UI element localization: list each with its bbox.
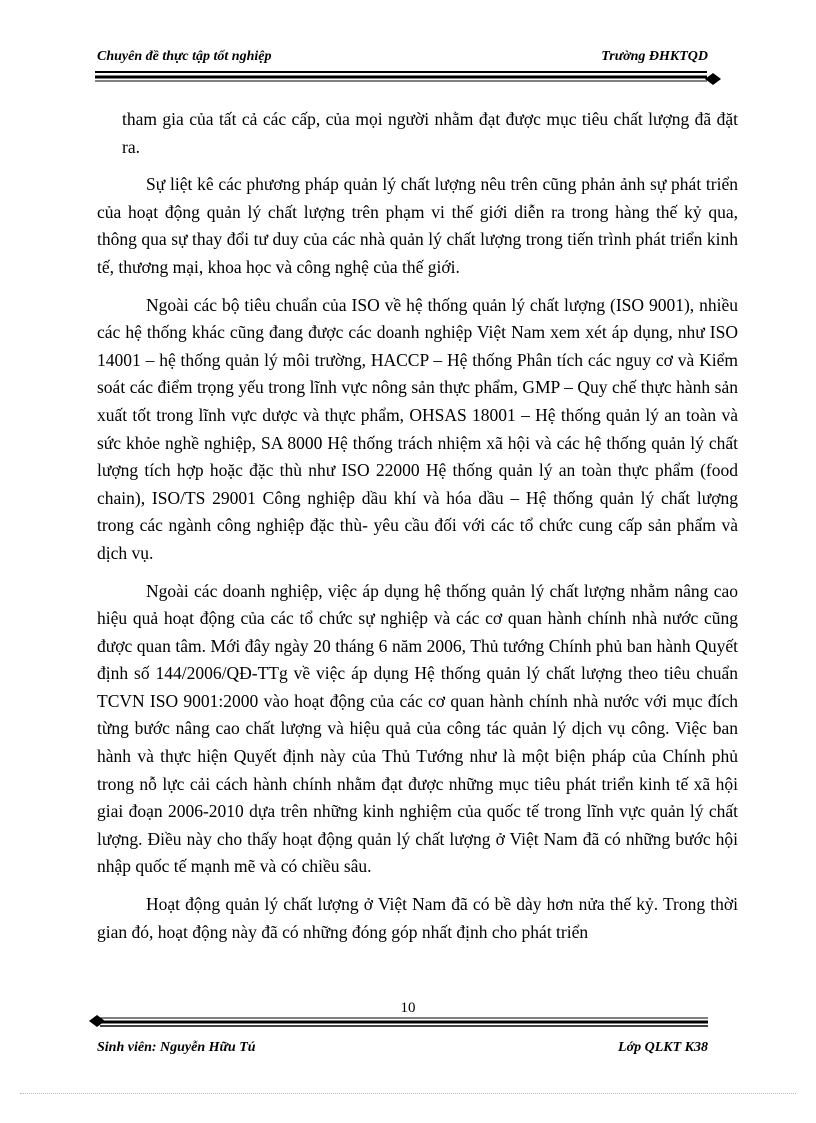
paragraph: tham gia của tất cả các cấp, của mọi người nhằm đạt được mục tiêu chất lượng đã đặt ra. [122,109,738,157]
paragraph: Ngoài các doanh nghiệp, việc áp dụng hệ thống quản lý chất lượng nhằm nâng cao hiệu quả hoạt động của các tổ chức sự nghiệp và các cơ quan hành chính nhà nước cũng được quan tâm. Mới đây ngày 20 tháng 6 năm 2006, Thủ tướng Chính phủ ban hành Quyết định số 144/2006/QĐ-TTg về việc áp dụng Hệ thống quản lý chất lượng theo tiêu chuẩn TCVN ISO 9001:2000 vào hoạt động của các cơ quan hành chính nhà nước với mục đích từng bước nâng cao chất lượng và hiệu quả của công tác quản lý dịch vụ công. Việc ban hành và thực hiện Quyết định này của Thủ Tướng như là một biện pháp của Chính phủ trong nỗ lực cải cách hành chính nhằm đạt được những mục tiêu phát triển kinh tế xã hội giai đoạn 2006-2010 dựa trên những kinh nghiệm của quốc tế trong lĩnh vực quản lý chất lượng. Điều này cho thấy hoạt động quản lý chất lượng ở Việt Nam đã có những bước hội nhập quốc tế mạnh mẽ và có chiều sâu. [97,580,738,877]
header-title: Chuyên đề thực tập tốt nghiệp [97,49,272,64]
footer-class: Lớp QLKT K38 [618,1040,708,1055]
page-bottom-divider [20,1093,796,1094]
footer-rule [88,1013,712,1031]
header-diamond-icon [705,73,721,85]
paragraph: Ngoài các bộ tiêu chuẩn của ISO về hệ thống quản lý chất lượng (ISO 9001), nhiều các hệ thống khác cũng đang được các doanh nghiệp Việt Nam xem xét áp dụng, như ISO 14001 – hệ thống quản lý môi trường, HACCP – Hệ thống Phân tích các nguy cơ và Kiểm soát các điểm trọng yếu trong lĩnh vực nông sản thực phẩm, GMP – Quy chế thực hành sản xuất tốt trong lĩnh vực dược và thực phẩm, OHSAS 18001 – Hệ thống quản lý an toàn và sức khỏe nghề nghiệp, SA 8000 Hệ thống trách nhiệm xã hội và các hệ thống quản lý chất lượng tích hợp hoặc đặc thù như ISO 22000 Hệ thống quản lý an toàn thực phẩm (food chain), ISO/TS 29001 Công nghiệp dầu khí và hóa dầu – Hệ thống quản lý chất lượng trong các ngành công nghiệp đặc thù- yêu cầu đối với các tổ chức cung cấp sản phẩm và dịch vụ. [97,294,738,563]
body-text [97,106,738,956]
paragraph: Hoạt động quản lý chất lượng ở Việt Nam đã có bề dày hơn nửa thế kỷ. Trong thời gian đó, hoạt động này đã có những đóng góp nhất định cho phát triển [97,894,738,942]
header-rule [95,70,725,90]
paragraph: Sự liệt kê các phương pháp quản lý chất lượng nêu trên cũng phản ảnh sự phát triển của hoạt động quản lý chất lượng trên phạm vi thế giới diễn ra trong hàng thế kỷ qua, thông qua sự thay đổi tư duy của các nhà quản lý chất lượng trong tiến trình phát triển kinh tế, thương mại, khoa học và công nghệ của thế giới. [97,174,738,277]
footer-student: Sinh viên: Nguyễn Hữu Tú [97,1040,256,1055]
header-school: Trường ĐHKTQD [601,49,708,64]
page-number: 10 [400,1000,416,1016]
